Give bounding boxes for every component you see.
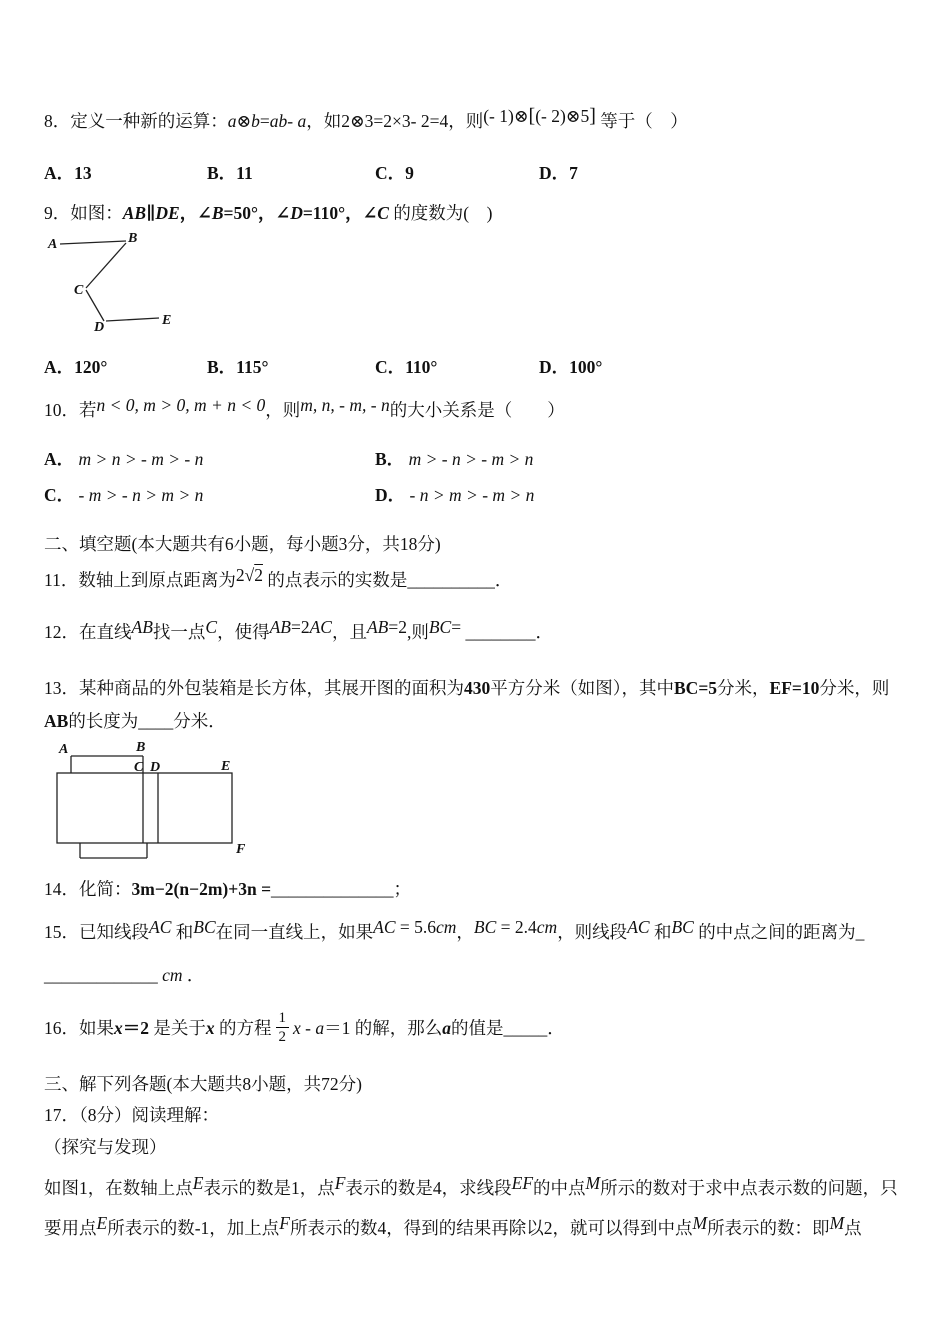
option-a: A． m > n > - m > - n [44, 449, 204, 469]
question-15: 15．已知线段AC 和BC在同一直线上，如果AC = 5.6cm，BC = 2.4cm，则线段AC 和BC 的中点之间的距离为_ [44, 917, 865, 942]
label-e: E [221, 759, 231, 774]
question-16: 16．如果x＝2 是关于x 的方程 $\frac{1}{2}$ x - a＝1 的解，那么a的值是_____． [44, 1010, 565, 1045]
option-a: A．120° [44, 357, 108, 377]
option-b: B．115° [207, 357, 269, 377]
label-c: C [134, 760, 144, 775]
question-9-options [44, 354, 906, 380]
question-14: 14．化简：3m−2(n−2m)+3n =______________； [44, 879, 412, 899]
section-3-header: 三、解下列各题(本大题共8小题，共72分) [44, 1074, 362, 1094]
figure-q9-angle-diagram [46, 230, 216, 332]
question-11: 11．数轴上到原点距离为2√2 的点表示的实数是__________． [44, 565, 513, 590]
question-13: 13．某种商品的外包装箱是长方体，其展开图的面积为430平方分米（如图），其中BC=5分米，EF=10分米，则AB的长度为____分米． [44, 678, 890, 731]
question-12: 12．在直线AB找一点C，使得AB=2AC，且AB=2,则BC= ________． [44, 617, 553, 642]
label-a: A [48, 237, 58, 252]
option-d: D．7 [539, 163, 578, 183]
question-10: 10．若n < 0, m > 0, m + n < 0，则m, n, - m, - n的大小关系是（ ） [44, 395, 565, 420]
question-17-paragraph: 如图1，在数轴上点E表示的数是1，点F表示的数是4，求线段EF的中点M所示的数对于求中点表示数的问题，只要用点E所表示的数-1，加上点F所表示的数4，得到的结果再除以2，就可以得到中点M所表示的数：即M点 [44, 1173, 898, 1238]
label-d: D [94, 320, 105, 332]
option-b: B． m > - n > - m > n [375, 449, 534, 469]
question-8: 8．定义一种新的运算：a⊗b=ab- a，如2⊗3=2×3- 2=4，则(- 1)⊗[(- 2)⊗5] 等于（ ） [44, 105, 688, 131]
option-b: B．11 [207, 163, 253, 183]
label-d: D [150, 760, 161, 775]
question-9: 9．如图：AB∥DE，∠B=50°，∠D=110°，∠C 的度数为( ) [44, 203, 493, 223]
label-c: C [74, 283, 84, 298]
label-e: E [162, 313, 172, 328]
option-c: C．9 [375, 163, 414, 183]
figure-q13-box-net [52, 740, 252, 864]
label-f: F [236, 842, 246, 857]
option-c: C．110° [375, 357, 438, 377]
option-d: D．100° [539, 357, 603, 377]
question-17-title: 17．（8分）阅读理解： [44, 1105, 219, 1125]
question-10-options-row2 [44, 480, 906, 510]
question-17-subtitle: （探究与发现） [44, 1137, 167, 1157]
label-a: A [59, 742, 69, 757]
option-a: A．13 [44, 163, 92, 183]
option-c: C． - m > - n > m > n [44, 485, 204, 505]
option-d: D． - n > m > - m > n [375, 485, 535, 505]
section-2-header: 二、填空题(本大题共有6小题，每小题3分，共18分) [44, 534, 441, 554]
label-b: B [136, 740, 146, 755]
question-8-options [44, 160, 906, 186]
label-b: B [128, 231, 138, 246]
question-15-blank-line: _____________ cm ． [44, 965, 205, 985]
question-10-options-row1 [44, 444, 906, 474]
